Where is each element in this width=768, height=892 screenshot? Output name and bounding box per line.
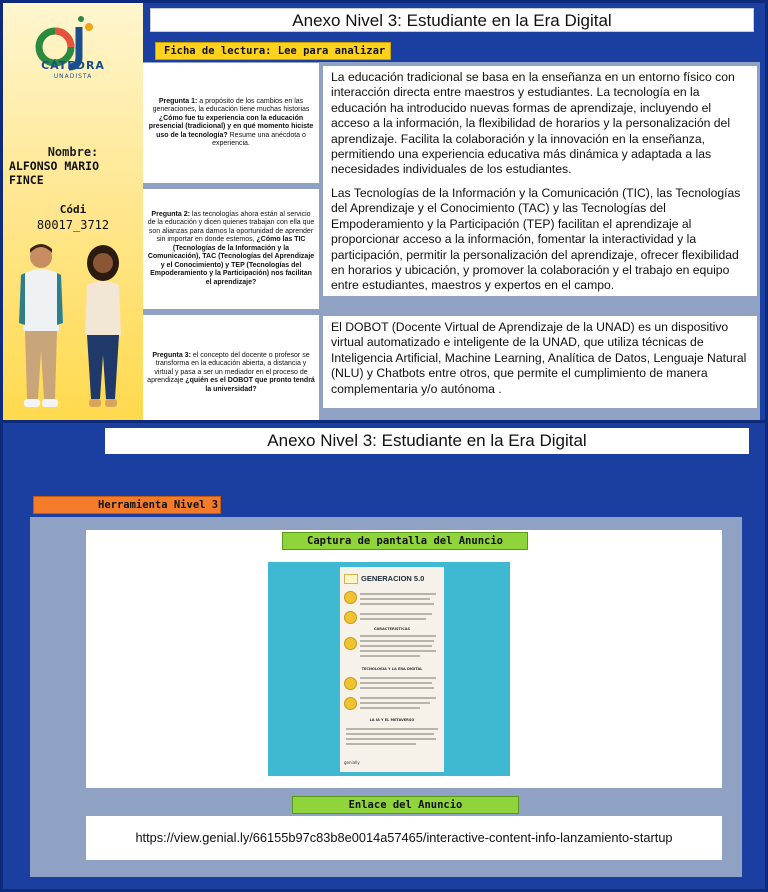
chat-icon [344,637,357,650]
question-1-tail: Resume una anécdota o experiencia. [212,131,306,147]
question-2-prefix: Pregunta 2: [151,210,190,218]
text-line [360,618,426,620]
question-2-bold: ¿Cómo las TIC (Tecnologías de la Información y la Comunicación), TAC (Tecnologías del Aprendizaje y el Conocimiento) y TEP (Tecnologías del Empoderamiento y la Participación) nos facilitan el aprendizaje? [147,236,315,286]
question-2 [143,189,319,309]
link-label: Enlace del Anuncio [292,796,519,814]
text-line [346,743,416,745]
name-label: Nombre: [47,145,99,159]
question-3 [143,315,319,431]
text-line [360,697,436,699]
reading-card-label: Ficha de lectura: Lee para analizar [155,42,391,60]
text-line [360,640,434,642]
question-1-bold: ¿Cómo fue tu experiencia con la educación presencial (tradicional) y en qué momento hiciste uso de la tecnología? [148,114,314,139]
text-line [360,613,432,615]
catedra-logo-icon [21,13,121,93]
robot-icon [344,677,357,690]
question-3-prefix: Pregunta 3: [152,351,191,359]
text-line [346,728,438,730]
genially-footer: genially [344,760,360,765]
student-sidebar [3,3,143,431]
text-line [360,687,434,689]
infographic-heading [344,572,440,586]
slide-2-title: Anexo Nivel 3: Estudiante en la Era Digital [105,428,749,454]
text-line [346,738,436,740]
student-name: ALFONSO MARIO FINCE [9,159,100,187]
slide-1-title: Anexo Nivel 3: Estudiante en la Era Digital [150,8,754,32]
question-1-prefix: Pregunta 1: [158,97,198,105]
male-avatar-icon [19,244,63,407]
infographic-section-2: TECNOLOGIA Y LA ERA DIGITAL [361,667,423,671]
text-line [360,655,420,657]
text-line [360,603,434,605]
logo-subtext: UNADISTA [53,73,93,80]
text-line [360,593,436,595]
text-line [360,682,432,684]
answer-3: El DOBOT (Docente Virtual de Aprendizaje de la UNAD) es un dispositivo virtual automatizado e inteligente de la UNAD, que utiliza técnicas de Inteligencia Artificial, Machine Learning, Analítica de Datos, Lenguaje Natural (NLU) y Chatbots entre otros, que permite el cumplimiento de manera complementaria y/o autónoma . [323,316,757,408]
laptop-icon [344,611,357,624]
code-label: Códi [59,203,87,216]
avatars-image [11,239,139,417]
question-2-intro: las tecnologías ahora están al servicio de la educación y dicen quienes trabajan con ella que son alianzas para darnos la oportunidad de aprender sin importar en donde estemos, [147,210,315,244]
answer-1: La educación tradicional se basa en la enseñanza en un entorno físico con interacción directa entre maestros y estudiantes. La tecnología en la educación ha introducido nuevas formas de aprendizaje, incluyendo el acceso a la información, la flexibilidad de horarios y la personalización del aprendizaje. Facilita la colaboración y la innovación en la enseñanza, permitiendo una experiencia educativa más dinámica y adaptada a las necesidades individuales de los estudiantes. [323,66,757,182]
text-line [360,677,436,679]
question-1 [143,63,319,183]
student-code: 80017_3712 [36,218,110,232]
infographic [340,567,444,772]
question-1-intro: a propósito de los cambios en las generaciones, la educación tiene muchas historias [152,97,310,113]
question-3-intro: el concepto del docente o profesor se transforma en la educación abierta, a distancia y virtual y pasa a ser un mediador en el proceso de aprendizaje [147,351,310,385]
female-avatar-icon [85,245,121,407]
text-line [360,635,436,637]
infographic-heading-text: GENERACION 5.0 [361,574,425,583]
tool-level-label: Herramienta Nivel 3 [33,496,221,514]
text-line [346,733,434,735]
question-3-bold: ¿quién es el DOBOT que pronto tendrá la universidad? [185,377,315,393]
capture-label: Captura de pantalla del Anuncio [282,532,528,550]
text-line [360,702,430,704]
group-icon [344,591,357,604]
text-line [360,707,420,709]
ad-link[interactable]: https://view.genial.ly/66155b97c83b8e0014a57465/interactive-content-info-lanzamiento-startup [86,816,722,860]
medal-icon [344,697,357,710]
infographic-section-3: LA IA Y EL METAVERSO [369,718,415,722]
infographic-section-1: CARACTERISTICAS [373,627,411,631]
answer-2: Las Tecnologías de la Información y la Comunicación (TIC), las Tecnologías del Aprendizaje y el Conocimiento (TAC) y las Tecnologías del Empoderamiento y la Participación (TEP) facilitan el aprendizaje al proporcionar acceso a la información, fomentar la interactividad y la participación, permitir la personalización del aprendizaje, ofrecer flexibilidad en horarios y ubicación, y promover la colaboración y el trabajo en equipo entre estudiantes, maestros y expertos en el campo. [323,182,757,296]
logo-text: CÁTEDRA [41,59,105,72]
text-line [360,645,432,647]
text-line [360,650,436,652]
book-icon [344,574,358,584]
text-line [360,598,430,600]
